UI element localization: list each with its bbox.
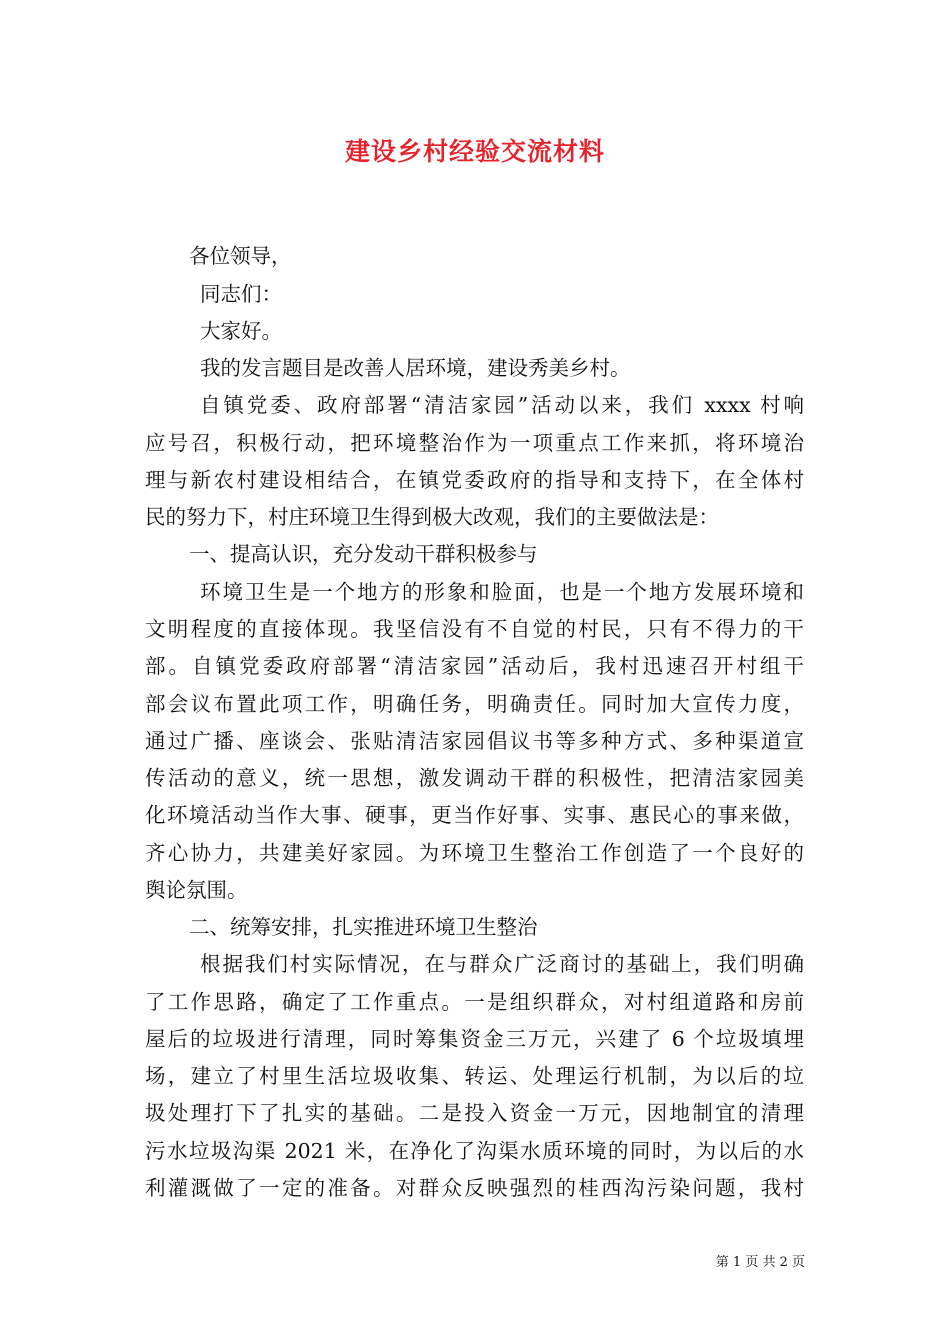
paragraph-line: 场，建立了村里生活垃圾收集、转运、处理运行机制，为以后的垃: [145, 1064, 804, 1088]
paragraph-line: 传活动的意义，统一思想，激发调动干群的积极性，把清洁家园美: [145, 766, 804, 790]
paragraph-line: 部。自镇党委政府部署“清洁家园”活动后，我村迅速召开村组干: [145, 654, 804, 678]
paragraph-line: 通过广播、座谈会、张贴清洁家园倡议书等多种方式、多种渠道宣: [145, 729, 804, 753]
paragraph-line: 理与新农村建设相结合，在镇党委政府的指导和支持下，在全体村: [145, 468, 804, 492]
greeting-line: 同志们：: [200, 282, 282, 306]
paragraph-line: 文明程度的直接体现。我坚信没有不自觉的村民，只有不得力的干: [145, 617, 804, 641]
section-heading: 二、统筹安排，扎实推进环境卫生整治: [189, 915, 538, 939]
section-heading: 一、提高认识，充分发动干群积极参与: [189, 542, 538, 566]
paragraph-line: 应号召，积极行动，把环境整治作为一项重点工作来抓，将环境治: [145, 431, 804, 455]
paragraph-line: 根据我们村实际情况，在与群众广泛商讨的基础上，我们明确: [200, 952, 804, 976]
paragraph-line: 利灌溉做了一定的准备。对群众反映强烈的桂西沟污染问题，我村: [145, 1176, 804, 1200]
paragraph-line: 了工作思路，确定了工作重点。一是组织群众，对村组道路和房前: [145, 990, 804, 1014]
paragraph-line: 舆论氛围。: [145, 878, 248, 902]
topic-line: 我的发言题目是改善人居环境，建设秀美乡村。: [200, 356, 631, 380]
paragraph-line: 民的努力下，村庄环境卫生得到极大改观，我们的主要做法是：: [145, 505, 719, 529]
paragraph-line: 齐心协力，共建美好家园。为环境卫生整治工作创造了一个良好的: [145, 841, 804, 865]
paragraph-line: 污水垃圾沟渠 2021 米，在净化了沟渠水质环境的同时，为以后的水: [145, 1139, 804, 1163]
paragraph-line: 屋后的垃圾进行清理，同时筹集资金三万元，兴建了 6 个垃圾填埋: [145, 1027, 804, 1051]
paragraph-line: 环境卫生是一个地方的形象和脸面，也是一个地方发展环境和: [200, 580, 804, 604]
greeting-line: 各位领导，: [189, 244, 292, 268]
paragraph-line: 部会议布置此项工作，明确任务，明确责任。同时加大宣传力度，: [145, 692, 804, 716]
greeting-line: 大家好。: [200, 319, 282, 343]
paragraph-line: 圾处理打下了扎实的基础。二是投入资金一万元，因地制宜的清理: [145, 1101, 804, 1125]
paragraph-line: 自镇党委、政府部署“清洁家园”活动以来，我们 xxxx 村响: [200, 393, 804, 417]
paragraph-line: 化环境活动当作大事、硬事，更当作好事、实事、惠民心的事来做，: [145, 803, 804, 827]
document-title: 建设乡村经验交流材料: [344, 137, 605, 166]
page-number: 第 1 页 共 2 页: [715, 1255, 805, 1270]
